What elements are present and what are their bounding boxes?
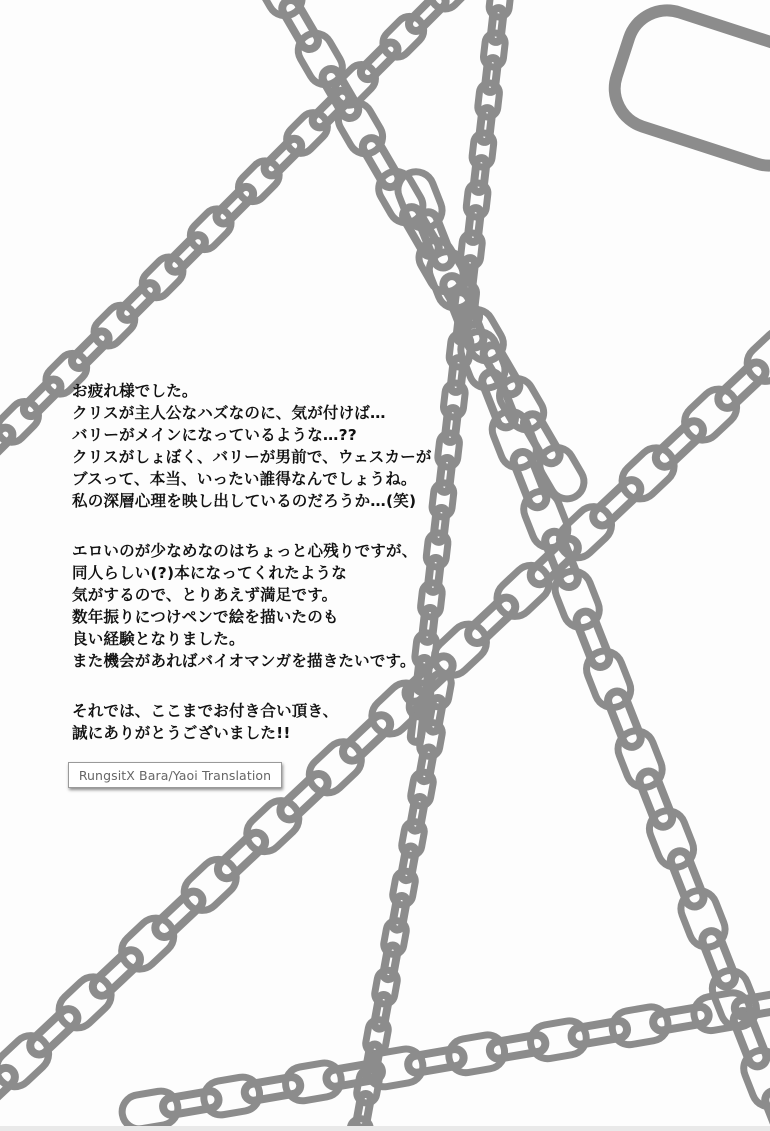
chain-link	[117, 280, 159, 322]
chain-link	[165, 232, 207, 274]
text-line: 同人らしい(?)本になってくれたような	[72, 564, 347, 582]
text-line: バリーがメインになっているような…??	[72, 426, 357, 444]
chain-link	[652, 418, 707, 471]
chain-link	[281, 107, 333, 159]
chain-link	[233, 155, 285, 207]
chain-link	[574, 609, 612, 670]
chain-link	[262, 136, 304, 178]
text-line: ブスって、本当、いったい誰得なんでしょうね。	[72, 470, 417, 488]
chain-link	[763, 1088, 770, 1131]
translation-credit-badge	[68, 762, 282, 788]
chain-link	[89, 947, 144, 1000]
chain	[393, 166, 770, 1131]
afterword-paragraph-2	[72, 540, 417, 672]
text-line: クリスが主人公なハズなのに、気が付けば…	[72, 404, 386, 422]
chain-link	[277, 770, 332, 823]
chain-link	[302, 734, 369, 800]
afterword-paragraph-1	[72, 380, 432, 512]
chain-link	[0, 1028, 56, 1094]
text-line: 気がするので、とりあえず満足です。	[72, 586, 338, 604]
chain-link	[339, 711, 394, 764]
chain-link	[406, 0, 448, 34]
chain-link	[715, 359, 770, 412]
chain-link	[88, 299, 140, 351]
text-line: それでは、ここまでお付き合い頂き、	[72, 702, 339, 720]
chain-link	[490, 558, 557, 624]
page-bottom-edge	[0, 1126, 770, 1131]
text-line: 数年振りにつけペンで絵を描いたのも	[72, 608, 339, 626]
chain-link	[604, 0, 770, 176]
chain-link	[69, 328, 111, 370]
text-line: また機会があればバイオマンガを描きたいです。	[72, 652, 416, 670]
chain-link	[677, 382, 744, 448]
text-line: エロいのが少なめなのはちょっと心残りですが、	[72, 542, 418, 560]
chain-link	[605, 689, 643, 750]
chain-link	[214, 829, 269, 882]
chain	[120, 976, 770, 1131]
chain-link	[700, 929, 738, 990]
chain-link	[615, 440, 682, 506]
chain-link	[185, 203, 237, 255]
afterword-paragraph-3	[72, 700, 338, 744]
text-line: クリスがしょぼく、バリーが男前で、ウェスカーが	[72, 448, 432, 466]
chain-link	[0, 425, 15, 467]
chain-link	[214, 184, 256, 226]
translation-credit-text: RungsitX Bara/Yaoi Translation	[78, 767, 272, 783]
chain-link	[464, 594, 519, 647]
chain-link	[27, 1005, 82, 1058]
chain-link	[637, 769, 675, 830]
chain-link	[152, 888, 207, 941]
chain-link	[239, 793, 306, 859]
text-line: 良い経験となりました。	[72, 630, 245, 648]
text-line: お疲れ様でした。	[72, 382, 198, 400]
chain-link	[590, 476, 645, 529]
chain-link	[377, 11, 429, 63]
text-line: 誠にありがとうございました!!	[72, 724, 291, 742]
chain-link	[114, 911, 181, 977]
chain-link	[136, 251, 188, 303]
chain-link	[177, 852, 244, 918]
chain-link	[52, 969, 119, 1035]
chain-link	[358, 40, 400, 82]
chain-link	[21, 377, 63, 419]
chain-link	[740, 323, 770, 389]
chain-link	[0, 1064, 19, 1117]
text-line: 私の深層心理を映し出しているのだろうか…(笑)	[72, 492, 417, 510]
